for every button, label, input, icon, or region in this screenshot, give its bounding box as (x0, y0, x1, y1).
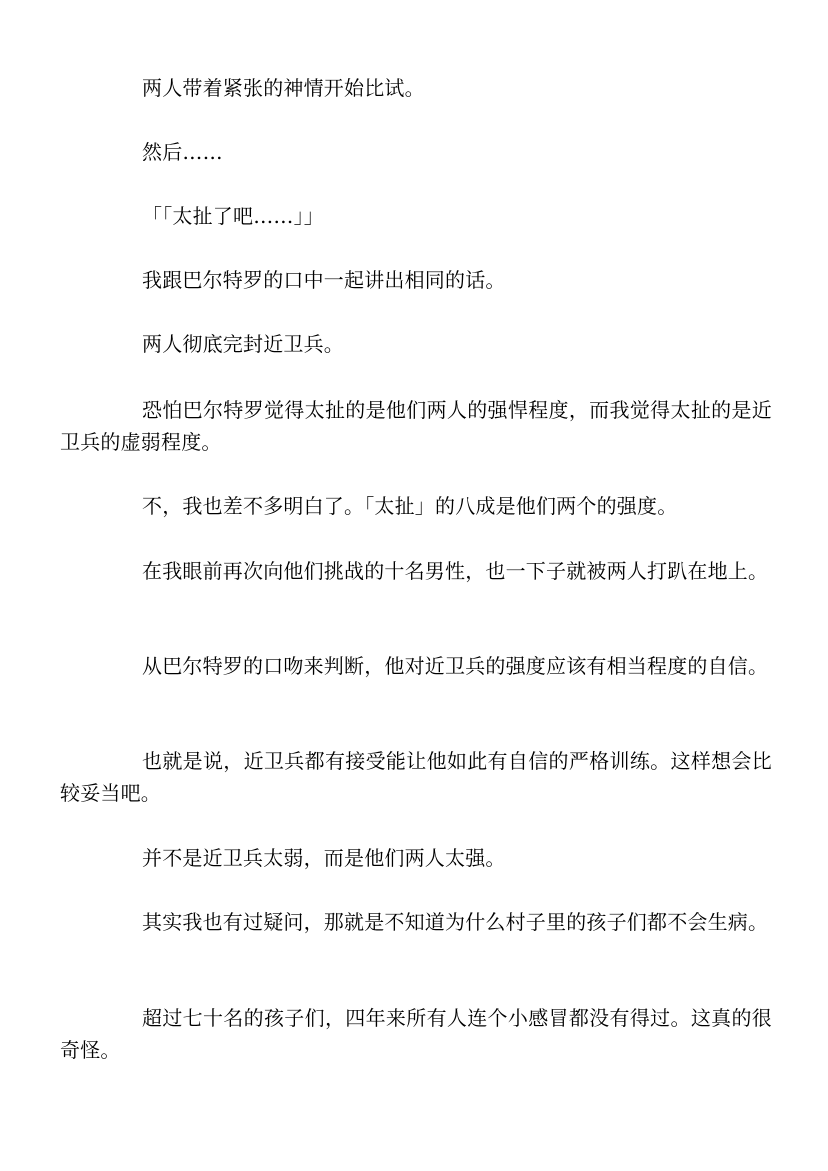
paragraph-5: 两人彻底完封近卫兵。 (142, 332, 344, 356)
paragraph-3: 「「太扯了吧……」」 (142, 204, 324, 228)
paragraph-4: 我跟巴尔特罗的口中一起讲出相同的话。 (142, 268, 506, 292)
paragraph-13: 超过七十名的孩子们，四年来所有人连个小感冒都没有得过。这真的很奇怪。 (60, 1006, 772, 1062)
paragraph-10: 也就是说，近卫兵都有接受能让他如此有自信的严格训练。这样想会比较妥当吧。 (60, 749, 772, 805)
paragraph-1: 两人带着紧张的神情开始比试。 (142, 76, 425, 100)
paragraph-11: 并不是近卫兵太弱，而是他们两人太强。 (142, 846, 506, 870)
paragraph-6: 恐怕巴尔特罗觉得太扯的是他们两人的强悍程度，而我觉得太扯的是近卫兵的虚弱程度。 (60, 398, 772, 454)
paragraph-7: 不，我也差不多明白了。「太扯」的八成是他们两个的强度。 (142, 494, 678, 518)
paragraph-2: 然后…… (142, 140, 223, 164)
paragraph-12: 其实我也有过疑问，那就是不知道为什么村子里的孩子们都不会生病。 (142, 910, 769, 934)
paragraph-8: 在我眼前再次向他们挑战的十名男性，也一下子就被两人打趴在地上。 (142, 559, 769, 583)
paragraph-9: 从巴尔特罗的口吻来判断，他对近卫兵的强度应该有相当程度的自信。 (142, 654, 769, 678)
